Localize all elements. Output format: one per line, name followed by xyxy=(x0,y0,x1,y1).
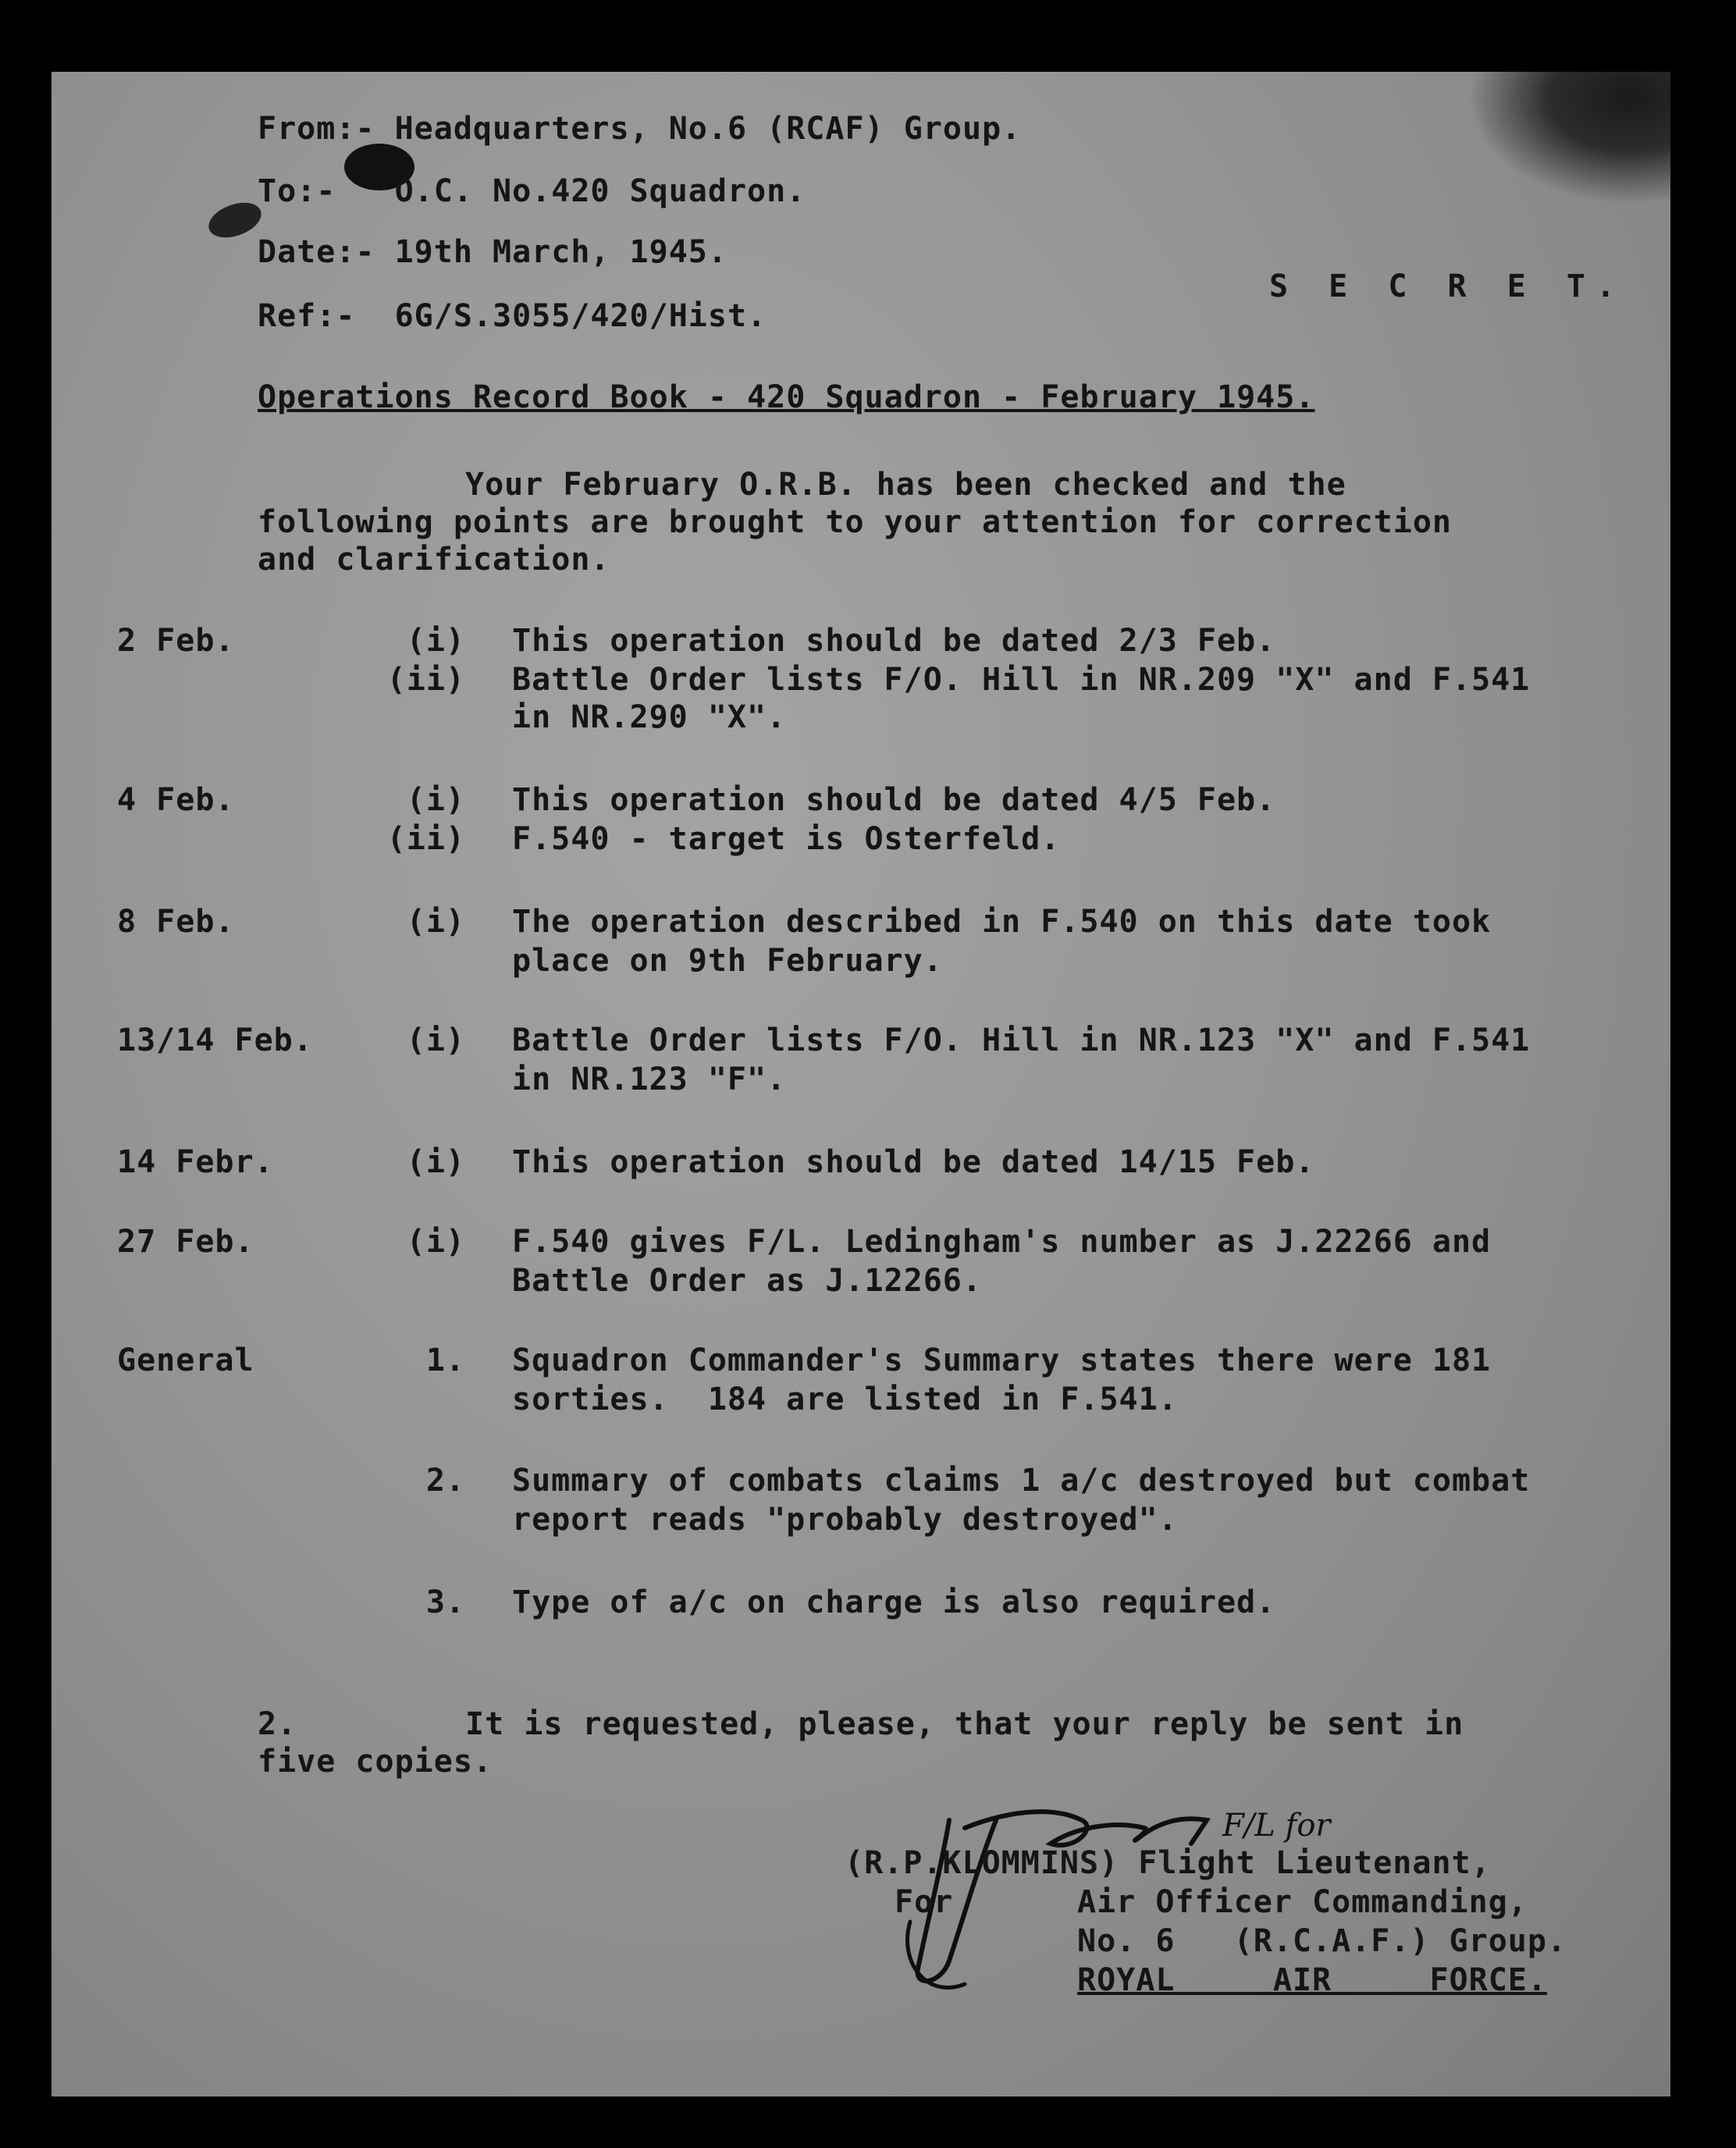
item-number: (i) xyxy=(406,1224,465,1260)
item-number: 1. xyxy=(425,1342,465,1378)
item-text: Battle Order as J.12266. xyxy=(512,1263,982,1299)
entry-date: 13/14 Feb. xyxy=(117,1022,313,1058)
signatory-line: No. 6 (R.C.A.F.) Group. xyxy=(1077,1923,1567,1959)
intro-line-1: Your February O.R.B. has been checked and the xyxy=(465,467,1346,503)
header-date: Date:- 19th March, 1945. xyxy=(258,234,727,270)
entry-date: General xyxy=(117,1342,254,1378)
item-text: This operation should be dated 14/15 Feb. xyxy=(512,1144,1315,1180)
item-number: (i) xyxy=(406,1022,465,1058)
entry-date: 27 Feb. xyxy=(117,1224,254,1260)
intro-line-3: and clarification. xyxy=(258,542,610,578)
item-number: 2. xyxy=(425,1463,465,1499)
entry-date: 4 Feb. xyxy=(117,782,235,818)
item-text: This operation should be dated 2/3 Feb. xyxy=(512,623,1276,659)
entry-date: 8 Feb. xyxy=(117,904,235,940)
item-text: Type of a/c on charge is also required. xyxy=(512,1584,1276,1620)
item-number: (i) xyxy=(406,623,465,659)
item-text: F.540 gives F/L. Ledingham's number as J.22266 and xyxy=(512,1224,1492,1260)
header-from: From:- Headquarters, No.6 (RCAF) Group. xyxy=(258,111,1022,147)
header-ref: Ref:- 6G/S.3055/420/Hist. xyxy=(258,298,767,334)
entry-date: 14 Febr. xyxy=(117,1144,274,1180)
item-number: 3. xyxy=(425,1584,465,1620)
torn-corner xyxy=(1467,72,1670,204)
signatory-line: ROYAL AIR FORCE. xyxy=(1077,1962,1547,1998)
item-text: Battle Order lists F/O. Hill in NR.123 "X" and F.541 xyxy=(512,1022,1531,1058)
item-number: (ii) xyxy=(386,662,465,698)
item-text: in NR.123 "F". xyxy=(512,1062,787,1097)
signatory-for: For xyxy=(895,1884,954,1920)
signature-note: F/L for xyxy=(1222,1808,1331,1844)
item-text: Battle Order lists F/O. Hill in NR.209 "X" and F.541 xyxy=(512,662,1531,698)
signatory-line: (R.P.KLOMMINS) Flight Lieutenant, xyxy=(845,1845,1491,1881)
item-text: F.540 - target is Osterfeld. xyxy=(512,821,1061,857)
signatory-line: Air Officer Commanding, xyxy=(1077,1884,1528,1920)
ink-blot-small xyxy=(204,196,265,244)
item-number: (i) xyxy=(406,904,465,940)
item-text: in NR.290 "X". xyxy=(512,699,787,735)
closing-line-2: five copies. xyxy=(258,1744,493,1780)
item-text: This operation should be dated 4/5 Feb. xyxy=(512,782,1276,818)
item-text: Squadron Commander's Summary states there were 181 xyxy=(512,1342,1492,1378)
subject-line: Operations Record Book - 420 Squadron - February 1945. xyxy=(258,379,1315,415)
item-text: place on 9th February. xyxy=(512,943,943,979)
document-page xyxy=(52,72,1670,2096)
closing-line-1: It is requested, please, that your reply be sent in xyxy=(465,1706,1464,1742)
classification-marking: S E C R E T. xyxy=(1269,268,1626,304)
entry-date: 2 Feb. xyxy=(117,623,235,659)
item-text: report reads "probably destroyed". xyxy=(512,1502,1178,1538)
item-number: (i) xyxy=(406,782,465,818)
item-text: sorties. 184 are listed in F.541. xyxy=(512,1382,1178,1417)
item-text: The operation described in F.540 on this date took xyxy=(512,904,1492,940)
item-number: (ii) xyxy=(386,821,465,857)
header-to: To:- O.C. No.420 Squadron. xyxy=(258,173,806,209)
item-text: Summary of combats claims 1 a/c destroyed but combat xyxy=(512,1463,1531,1499)
closing-number: 2. xyxy=(258,1706,297,1742)
intro-line-2: following points are brought to your attention for correction xyxy=(258,504,1453,540)
item-number: (i) xyxy=(406,1144,465,1180)
